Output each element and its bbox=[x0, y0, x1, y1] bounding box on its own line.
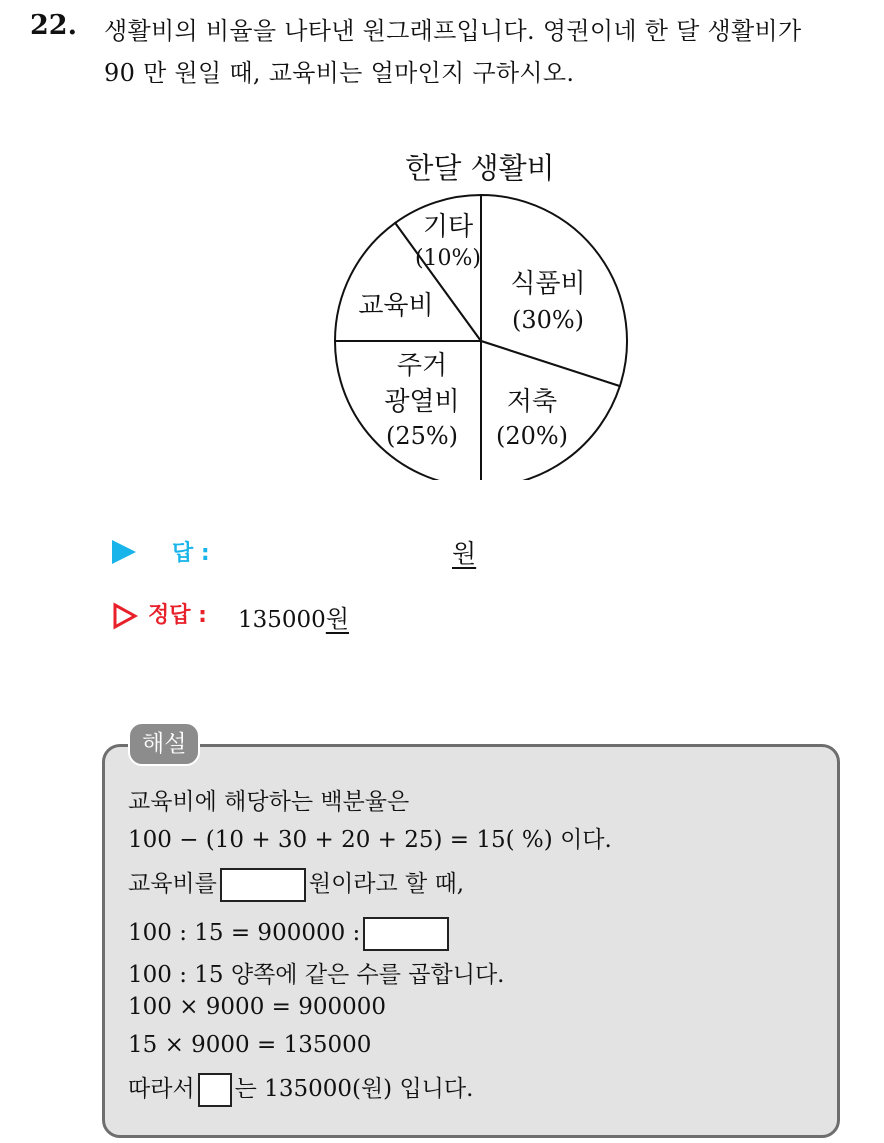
slice-value-other: (10%) bbox=[414, 246, 482, 271]
slice-label-housing-1: 주거 bbox=[396, 351, 448, 381]
play-arrow-icon bbox=[112, 540, 136, 564]
explanation-line-5: 100 : 15 양쪽에 같은 수를 곱합니다. bbox=[128, 962, 505, 988]
blank-box bbox=[198, 1073, 232, 1107]
slice-value-food: (30%) bbox=[511, 306, 585, 334]
answer-row bbox=[112, 532, 612, 572]
chart-title: 한달 생활비 bbox=[405, 151, 555, 185]
explanation-tag: 해설 bbox=[128, 722, 200, 766]
slice-label-other: 기타 bbox=[422, 212, 474, 242]
explanation-line-6: 100 × 9000 = 900000 bbox=[128, 994, 387, 1020]
explanation-line-7: 15 × 9000 = 135000 bbox=[128, 1032, 372, 1058]
answer-label: 답 : bbox=[172, 541, 210, 566]
pie-chart bbox=[300, 140, 660, 480]
explanation-line-3b: 원이라고 할 때, bbox=[308, 871, 465, 897]
explanation-line-1: 교육비에 해당하는 백분율은 bbox=[128, 789, 410, 815]
answer-unit: 원 bbox=[452, 539, 477, 568]
slice-value-savings: (20%) bbox=[495, 422, 569, 450]
blank-box bbox=[220, 868, 306, 902]
explanation-line-8 bbox=[128, 1070, 473, 1107]
question-number: 22. bbox=[30, 10, 77, 41]
explanation-line-4-text: 100 : 15 = 900000 : bbox=[128, 920, 361, 946]
correct-answer-row bbox=[112, 596, 612, 636]
explanation-line-2: 100 − (10 + 30 + 20 + 25) = 15( %) 이다. bbox=[128, 827, 612, 853]
correct-answer-number: 135000 bbox=[238, 607, 326, 633]
slice-label-housing-2: 광열비 bbox=[384, 387, 460, 417]
question-text-line-1: 생활비의 비율을 나타낸 원그래프입니다. 영권이네 한 달 생활비가 bbox=[104, 17, 802, 45]
explanation-line-4 bbox=[128, 917, 452, 951]
blank-box bbox=[363, 917, 449, 951]
pie-slices bbox=[335, 195, 627, 480]
correct-answer-label: 정답 : bbox=[148, 603, 207, 628]
explanation-line-3 bbox=[128, 865, 464, 902]
explanation-line-3a: 교육비를 bbox=[128, 871, 217, 897]
slice-label-education: 교육비 bbox=[358, 291, 434, 321]
correct-answer-unit: 원 bbox=[325, 605, 349, 633]
explanation-line-8a: 따라서 bbox=[128, 1076, 195, 1102]
slice-value-housing: (25%) bbox=[385, 422, 459, 450]
correct-answer-value bbox=[238, 599, 349, 634]
outline-arrow-icon bbox=[112, 602, 138, 630]
slice-label-savings: 저축 bbox=[506, 387, 558, 417]
explanation-line-8b: 는 135000(원) 입니다. bbox=[234, 1076, 474, 1102]
slice-label-food: 식품비 bbox=[510, 269, 586, 299]
question-text-line-2: 90 만 원일 때, 교육비는 얼마인지 구하시오. bbox=[104, 59, 575, 87]
